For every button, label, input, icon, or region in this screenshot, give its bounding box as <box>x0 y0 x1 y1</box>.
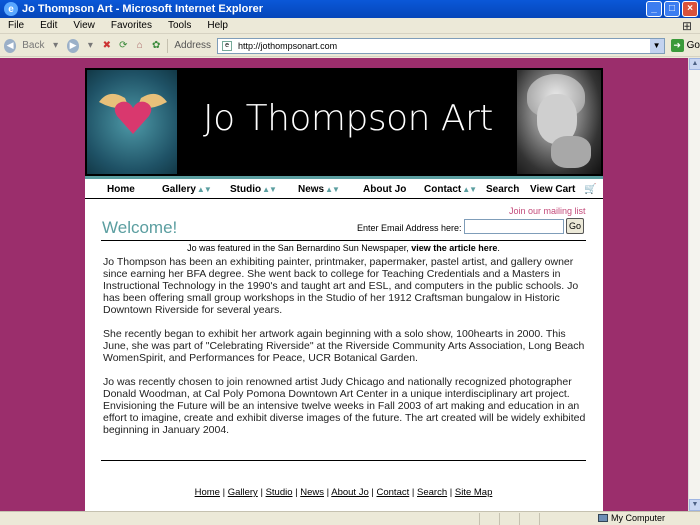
nav-home[interactable] <box>107 184 135 195</box>
banner-divider <box>85 176 603 179</box>
content-divider <box>101 240 586 241</box>
footer-link-home[interactable]: Home <box>194 487 220 498</box>
computer-icon <box>598 514 608 522</box>
chevron-down-icon[interactable]: ▾ <box>53 40 59 51</box>
back-arrow-icon[interactable]: ◀ <box>4 39 16 53</box>
nav-about[interactable] <box>363 184 406 195</box>
ie-icon: e <box>4 2 18 16</box>
menu-file[interactable]: File <box>8 20 25 31</box>
windows-logo-icon: ⊞ <box>681 19 693 33</box>
site-title: Jo Thompson Art <box>203 98 493 139</box>
footer-link-about[interactable]: About Jo <box>331 487 369 498</box>
vertical-scrollbar[interactable] <box>688 58 700 511</box>
nav-search-label: Search <box>486 183 520 195</box>
expand-arrows-icon: ▲▼ <box>462 184 477 194</box>
expand-arrows-icon: ▲▼ <box>196 184 211 194</box>
mailing-list-link[interactable]: Join our mailing list <box>509 206 586 216</box>
nav-news-label: News <box>298 183 325 195</box>
status-bar <box>0 511 700 525</box>
home-icon[interactable]: ⌂ <box>136 40 143 51</box>
nav-studio[interactable] <box>230 184 276 195</box>
winged-heart-artwork <box>87 70 177 174</box>
featured-article-link[interactable]: view the article here <box>411 243 498 253</box>
footer-nav: Home | Gallery | Studio | News | About Jo | Contact | Search | Site Map <box>194 487 493 498</box>
address-label: Address <box>174 40 212 51</box>
minimize-button[interactable]: _ <box>646 1 662 17</box>
footer-divider <box>101 460 586 461</box>
scroll-up-icon[interactable]: ▲ <box>689 58 700 70</box>
footer-link-studio[interactable]: Studio <box>265 487 293 498</box>
menu-view[interactable]: View <box>73 20 95 31</box>
expand-arrows-icon: ▲▼ <box>325 184 339 194</box>
footer-link-gallery[interactable]: Gallery <box>227 487 258 498</box>
nav-view-cart[interactable] <box>530 184 597 195</box>
footer-link-contact[interactable]: Contact <box>376 487 410 498</box>
nav-contact-label: Contact <box>424 183 462 195</box>
footer-link-news[interactable]: News <box>300 487 325 498</box>
favorites-icon[interactable]: ✿ <box>152 40 161 51</box>
refresh-icon[interactable]: ⟳ <box>119 40 128 51</box>
window-title: Jo Thompson Art - Microsoft Internet Explorer <box>22 3 263 15</box>
chevron-down-icon[interactable]: ▾ <box>87 40 93 51</box>
menu-help[interactable]: Help <box>207 20 228 31</box>
zone-label: My Computer <box>611 513 666 523</box>
artist-portrait <box>517 70 601 174</box>
main-nav <box>85 180 603 198</box>
email-label: Enter Email Address here: <box>357 223 462 233</box>
bio-paragraph: She recently began to exhibit her artwork again beginning with a solo show, 100hearts in 2000. This June, she was part of "Celebrating Riverside" at the Riverside Community Arts Association, Long Beach WomenSpirit, and Performances for Peace, UCR Botanical Garden. <box>103 328 585 364</box>
menu-bar <box>0 18 700 34</box>
featured-notice <box>101 243 586 253</box>
featured-end: . <box>497 243 500 253</box>
nav-cart-label: View Cart <box>530 183 576 195</box>
menu-tools[interactable]: Tools <box>167 20 192 31</box>
scroll-down-icon[interactable]: ▼ <box>689 499 700 511</box>
bio-paragraph: Jo Thompson has been an exhibiting painter, printmaker, papermaker, pastel artist, and gallery owner since earning her BFA degree. She went back to college for Teaching Credentials and a Masters in Instructional Technology in the 1990's and taught art and ESL, and computers in the public schools. Jo has been offering small group workshops in the Studio of her 1912 Craftsman bungalow in Historic Downtown Riverside for several years. <box>103 256 579 316</box>
site-banner <box>85 68 603 176</box>
welcome-heading: Welcome! <box>102 218 178 237</box>
forward-arrow-icon[interactable]: ▶ <box>67 39 79 53</box>
close-button[interactable]: × <box>682 1 698 17</box>
expand-arrows-icon: ▲▼ <box>262 184 276 194</box>
email-go-button[interactable]: Go <box>566 218 584 234</box>
go-label: Go <box>686 40 700 51</box>
nav-contact[interactable] <box>424 184 476 195</box>
email-input[interactable] <box>464 219 564 234</box>
toolbar <box>0 35 700 57</box>
featured-text: Jo was featured in the San Bernardino Sun Newspaper, <box>187 243 412 253</box>
footer-link-search[interactable]: Search <box>417 487 448 498</box>
nav-divider <box>85 198 603 199</box>
address-bar[interactable] <box>217 38 665 54</box>
footer-link-sitemap[interactable]: Site Map <box>454 487 493 498</box>
nav-news[interactable] <box>298 184 339 195</box>
bio-paragraph: Jo was recently chosen to join renowned artist Judy Chicago and nationally recognized photographer Donald Woodman, at Cal Poly Pomona Downtown Art Center in a unique interdisciplinary art project. Envisioning the Future will be an intensive twelve weeks in Fall 2003 of art making and education in an effort to imagine, create and exhibit diverse images of the future. The art created will be widely exhibited beginning in January 2004. <box>103 376 586 436</box>
page-icon: e <box>222 41 232 51</box>
nav-studio-label: Studio <box>230 183 262 195</box>
nav-search[interactable] <box>486 184 519 195</box>
address-url[interactable]: http://jothompsonart.com <box>238 40 338 51</box>
nav-home-label: Home <box>107 183 135 195</box>
back-label[interactable]: Back <box>22 40 45 51</box>
nav-gallery-label: Gallery <box>162 183 196 195</box>
menu-favorites[interactable]: Favorites <box>110 20 152 31</box>
stop-icon[interactable]: ✖ <box>102 40 112 51</box>
maximize-button[interactable]: □ <box>664 1 680 17</box>
nav-about-label: About Jo <box>363 183 407 195</box>
browser-viewport <box>0 58 688 511</box>
window-controls <box>646 1 698 17</box>
toolbar-divider <box>167 39 168 53</box>
web-page <box>85 68 603 511</box>
window-titlebar <box>0 0 700 18</box>
cart-icon: 🛒 <box>584 183 597 195</box>
menu-edit[interactable]: Edit <box>40 20 58 31</box>
chevron-down-icon[interactable]: ▼ <box>650 39 664 53</box>
nav-gallery[interactable] <box>162 184 211 195</box>
security-zone <box>598 513 665 523</box>
go-arrow-icon: ➜ <box>671 39 684 52</box>
go-button[interactable] <box>671 39 700 52</box>
bio-text <box>103 256 588 448</box>
